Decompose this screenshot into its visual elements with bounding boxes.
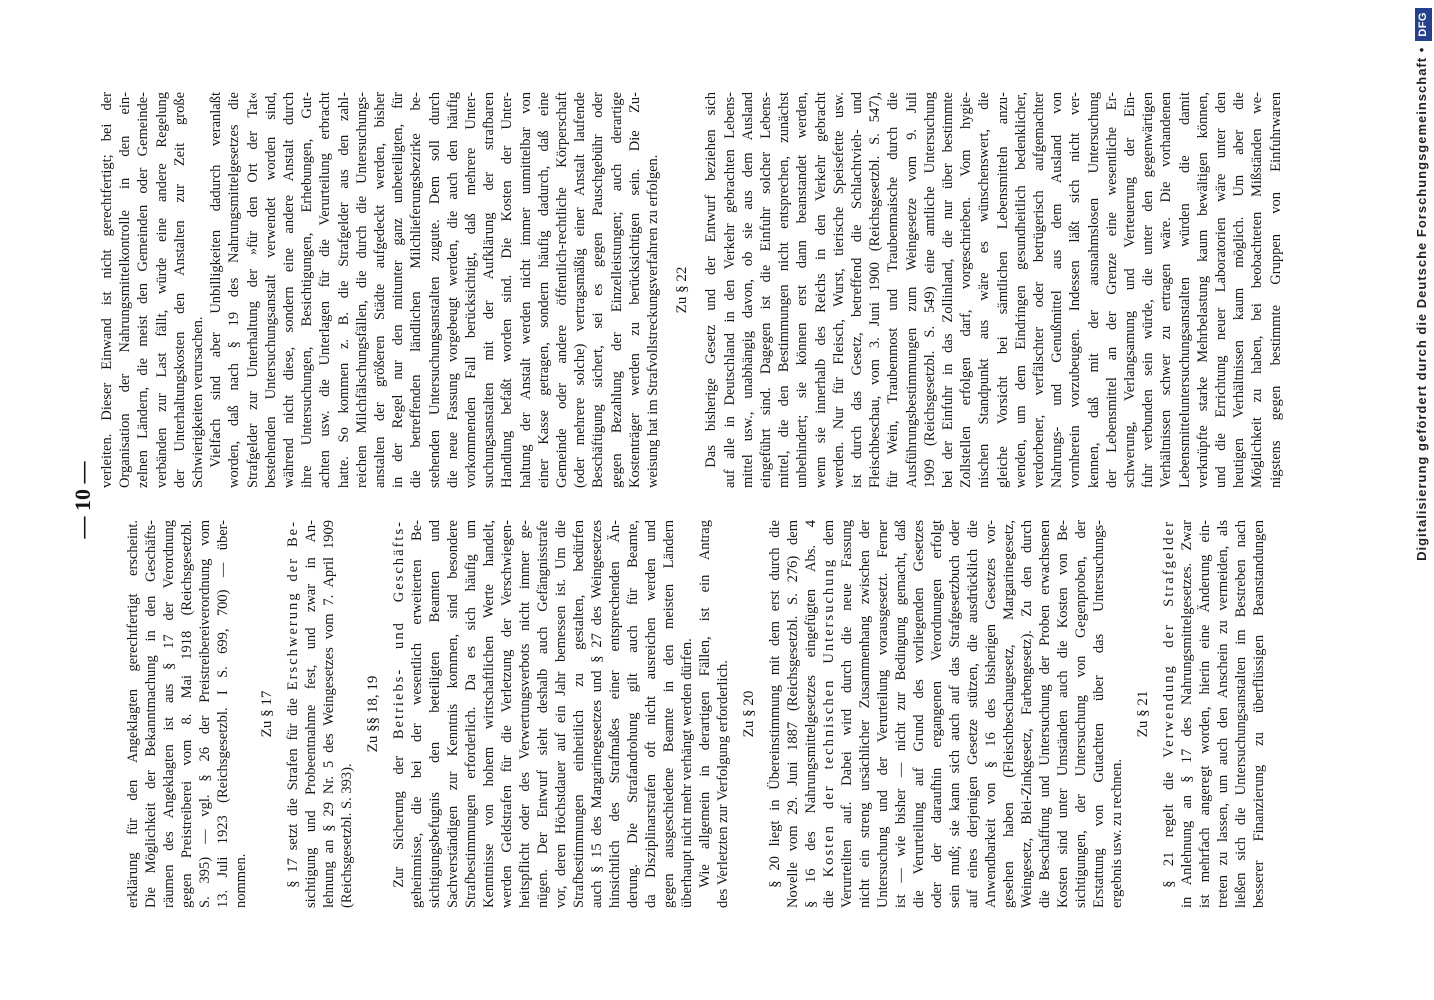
- text-line: Novelle vom 29. Juni 1887 (Reichsgesetzbl. S. 276) dem: [785, 520, 801, 908]
- text-line: da Disziplinarstrafen oft nicht ausreichen werden und: [643, 520, 659, 908]
- text-line: hatte. So kommen z. B. die Strafgelder aus den zahl-: [335, 92, 352, 488]
- text-line: Gemeinde oder andere öffentlich-rechtliche Körperschaft: [554, 92, 571, 488]
- text-line: Ausführungsbestimmungen zum Weingesetze vom 9. Juli: [903, 92, 920, 488]
- text-line: verknüpfte starke Mehrbelastung kaum bewältigen können,: [1194, 92, 1211, 488]
- text-line: nigstens gegen bestimmte Gruppen von Einfuhrwaren: [1267, 92, 1284, 488]
- text-line: vor, deren Höchstdauer auf ein Jahr bemessen ist. Um die: [553, 520, 569, 908]
- text-line: besserer Finanzierung zu überflüssigen Beanstandungen: [1251, 520, 1267, 908]
- text-line: ist durch das Gesetz, betreffend die Schlachtvieh- und: [848, 92, 865, 488]
- text-line: Die Möglichkeit der Bekanntmachung in den Geschäfts-: [143, 520, 159, 908]
- text-line: weisung hat im Strafvollstreckungsverfahren zu erfolgen.: [645, 154, 662, 488]
- text-line: zelnen Ländern, die meist den Gemeinden oder Gemeinde-: [135, 92, 152, 488]
- text-line: 13. Juli 1923 (Reichsgesetzbl. I S. 699, 700) — über-: [215, 520, 231, 908]
- text-run: Zur Sicherung der: [391, 739, 407, 888]
- text-line: der Unterhaltungskosten den Anstalten zur Zeit große: [171, 92, 188, 488]
- dfg-logo: DFG: [1415, 8, 1432, 41]
- text-line: stehenden Untersuchungsanstalten zugute. Dem soll durch: [426, 92, 443, 488]
- text-line: geheimnisse, die bei der wesentlich erweiterten Be-: [409, 520, 425, 908]
- text-line: derung. Die Strafandrohung gilt auch für Beamte,: [625, 520, 641, 908]
- section-heading: Zu § 17: [259, 690, 275, 738]
- text-line: werden. Nur für Fleisch, Wurst, tierische Speisefette usw.: [830, 92, 847, 488]
- text-line: Verurteilten auf. Dabei wird durch die neue Fassung: [839, 520, 855, 908]
- emphasized-text: Kosten der technischen Untersuchung: [821, 557, 837, 878]
- text-line: ist mehrfach angeregt worden, hierin eine Änderung ein-: [1197, 520, 1213, 908]
- text-line: Strafbestimmungen erforderlich. Da es sich häufig um: [463, 520, 479, 908]
- text-line: sein muß; sie kann sich auch auf das Strafgesetzbuch oder: [947, 520, 963, 908]
- page-number: — 10 —: [70, 461, 95, 539]
- text-line: werden Geldstrafen für die Verletzung der Verschwiegen-: [499, 520, 515, 908]
- text-line: sichtigungsbefugnis den beteiligten Beamten und: [427, 520, 443, 908]
- text-line: heutigen Verhältnissen kaum möglich. Um aber die: [1231, 92, 1248, 488]
- text-run: dem: [821, 519, 837, 558]
- text-line: Fleischbeschau, vom 3. Juni 1900 (Reichsgesetzbl. S. 547),: [867, 92, 884, 488]
- text-line: und die Errichtung neuer Laboratorien wäre unter den: [1212, 92, 1229, 488]
- section-heading: Zu § 21: [1135, 690, 1151, 738]
- text-line: oder der daraufhin ergangenen Verordnungen erfolgt: [929, 520, 945, 908]
- text-line: für Wein, Traubenmost und Traubenmaische durch die: [885, 92, 902, 488]
- text-line: Strafbestimmungen einheitlich zu gestalten, bedürfen: [571, 520, 587, 908]
- text-line: Handlung befaßt worden sind. Die Kosten der Unter-: [499, 92, 516, 488]
- text-line: heitspflicht oder des Verwertungsverbots nicht immer ge-: [517, 520, 533, 908]
- text-line: räumen des Angeklagten ist aus § 17 der Verordnung: [161, 520, 177, 908]
- digitization-note: [1413, 8, 1432, 710]
- text-line: der Lebensmittel an der Grenze eine wesentliche Er-: [1103, 92, 1120, 488]
- paragraph: [696, 520, 732, 908]
- text-line: Nahrungs- und Genußmittel aus dem Ausland von: [1049, 92, 1066, 488]
- text-line: Möglichkeit zu haben, bei beobachteten Mißständen we-: [1249, 92, 1266, 488]
- text-line: Vielfach sind aber Unbilligkeiten dadurch veranlaßt: [208, 92, 225, 468]
- text-line: erklärung für den Angeklagten gerechtfertigt erscheint.: [125, 520, 141, 908]
- text-line: schwerung, Verlangsamung und Verteuerung der Ein-: [1121, 92, 1138, 488]
- text-line: mittel usw., unabhängig davon, ob sie aus dem Ausland: [739, 92, 756, 488]
- text-line: achten usw. die Unterlagen für die Verurteilung erbracht: [317, 92, 334, 488]
- text-line: ist — wie bisher — nicht zur Bedingung gemacht, daß: [893, 520, 909, 908]
- text-line: reichen Milchfälschungsfällen, die durch die Untersuchungs-: [353, 92, 370, 488]
- text-line: bestehenden Untersuchungsanstalt verwendet worden sind,: [262, 92, 279, 488]
- text-line: während nicht diese, sondern eine andere Anstalt durch: [281, 92, 298, 488]
- text-line: Kostenträger werden zu berücksichtigen sein. Die Zu-: [626, 92, 643, 488]
- text-line: Verhältnissen schwer zu ertragen wäre. Die vorhandenen: [1158, 92, 1175, 488]
- text-line: Kenntnisse von hohem wirtschaftlichen Werte handelt,: [481, 520, 497, 908]
- paragraph: [98, 92, 207, 488]
- text-line: lehnung an § 29 Nr. 5 des Weingesetzes vom 7. April 1909: [321, 520, 337, 908]
- text-line: [1160, 520, 1178, 908]
- text-line: Untersuchung und der Verurteilung vorausgesetzt. Ferner: [875, 520, 891, 908]
- text-line: wenden, um dem Eindringen gesundheitlich bedenklicher,: [1012, 92, 1029, 488]
- text-line: in der Regel nur den mitunter ganz unbeteiligten, für: [390, 92, 407, 488]
- text-line: ihre Untersuchungen, Besichtigungen, Erhebungen, Gut-: [299, 92, 316, 488]
- text-line: des Verletzten zur Verfolgung erforderlich.: [715, 660, 731, 908]
- text-line: sichtigungen, der Untersuchung von Gegenproben, der: [1073, 520, 1089, 908]
- section-heading: Zu § 22: [674, 266, 691, 314]
- paragraph: [124, 520, 250, 908]
- text-line: sichtigung und Probeentnahme fest, und zwar in An-: [303, 520, 319, 908]
- text-line: Anwendbarkeit von § 16 des bisherigen Gesetzes vor-: [983, 520, 999, 908]
- text-line: verdorbener, verfälschter oder betrügerisch aufgemachter: [1030, 92, 1047, 488]
- text-line: S. 395) — vgl. § 26 der Preistreibereiverordnung vom: [197, 520, 213, 908]
- text-line: Erstattung von Gutachten über das Untersuchungs-: [1091, 520, 1107, 908]
- right-column: [98, 92, 1285, 488]
- text-line: Schwierigkeiten verursachen.: [190, 316, 207, 488]
- emphasized-text: Verwendung der Strafgelder: [1161, 520, 1177, 758]
- paragraph: [207, 92, 662, 488]
- text-run: § 17 setzt die Strafen für die: [285, 690, 301, 888]
- text-line: Beschäftigung sichert, sei es gegen Pauschgebühr oder: [590, 92, 607, 488]
- text-line: eingeführt sind. Dagegen ist die Einfuhr solcher Lebens-: [757, 92, 774, 488]
- paragraph: [702, 92, 1285, 488]
- text-line: überhaupt nicht mehr verhängt werden dürfen.: [679, 638, 695, 908]
- text-line: gleiche Vorsicht bei sämtlichen Lebensmitteln anzu-: [994, 92, 1011, 488]
- emphasized-text: Erschwerung der Be-: [285, 520, 301, 691]
- text-line: Zollstellen erfolgen darf, vorgeschrieben. Vom hygie-: [958, 92, 975, 488]
- text-line: [820, 520, 838, 908]
- text-line: verleiten. Dieser Einwand ist nicht gerechtfertigt; bei der: [99, 92, 115, 488]
- paragraph: [390, 520, 696, 908]
- text-line: bei der Einfuhr in das Zollinland, die nur über bestimmte: [939, 92, 956, 488]
- text-line: Organisation der Nahrungsmittelkontrolle in den ein-: [117, 92, 134, 488]
- text-line: ließen sich die Untersuchungsanstalten im Bestreben nach: [1233, 520, 1249, 908]
- text-run: die: [821, 877, 837, 908]
- text-line: die Verurteilung auf Grund des vorliegenden Gesetzes: [911, 520, 927, 908]
- text-line: auf alle in Deutschland in den Verkehr gebrachten Lebens-: [721, 92, 738, 488]
- text-line: 1909 (Reichsgesetzbl. S. 549) eine amtliche Untersuchung: [921, 92, 938, 488]
- section-heading: Zu §§ 18, 19: [365, 675, 381, 753]
- text-line: Weingesetz, Blei-Zinkgesetz, Farbengesetz). Zu den durch: [1019, 520, 1035, 908]
- text-line: nischen Standpunkt aus wäre es wünschenswert, die: [976, 92, 993, 488]
- text-line: Lebensmitteluntersuchungsanstalten würden die damit: [1176, 92, 1193, 488]
- text-line: suchungsanstalten mit der Aufklärung der strafbaren: [481, 92, 498, 488]
- text-line: anstalten der größeren Städte aufgedeckt werden, bisher: [372, 92, 389, 488]
- text-line: vornherein vorzubeugen. Indessen läßt sich nicht ver-: [1067, 92, 1084, 488]
- text-line: gegen Preistreiberei vom 8. Mai 1918 (Reichsgesetzbl.: [179, 520, 195, 908]
- text-line: § 16 des Nahrungsmittelgesetzes eingefügten Abs. 4: [803, 520, 819, 908]
- text-line: (Reichsgesetzbl. S. 393).: [339, 763, 355, 908]
- text-line: treten zu lassen, um auch den Anschein zu vermeiden, als: [1215, 520, 1231, 908]
- text-line: nommen.: [233, 853, 249, 908]
- text-line: fuhr verbunden sein würde, die unter den gegenwärtigen: [1140, 92, 1157, 488]
- text-line: auch § 15 des Margarinegesetzes und § 27 des Weingesetzes: [589, 520, 605, 908]
- digitization-note-text: Digitalisierung gefördert durch die Deutsche Forschungsgemeinschaft •: [1414, 46, 1429, 561]
- text-line: Das bisherige Gesetz und der Entwurf beziehen sich: [703, 92, 720, 468]
- text-line: wenn sie innerhalb des Reichs in den Verkehr gebracht: [812, 92, 829, 488]
- text-line: in Anlehnung an § 17 des Nahrungsmittelgesetzes. Zwar: [1179, 520, 1195, 908]
- text-line: [390, 520, 408, 908]
- text-line: nicht ein streng ursächlicher Zusammenhang zwischen der: [857, 520, 873, 908]
- left-column: [124, 520, 1268, 908]
- text-line: auf eines derjenigen Gesetze stützen, die ausdrücklich die: [965, 520, 981, 908]
- text-line: die Beschaffung und Untersuchung der Proben erwachsenen: [1037, 520, 1053, 908]
- text-line: Sachverständigen zur Kenntnis kommen, sind besondere: [445, 520, 461, 908]
- text-line: Wie allgemein in derartigen Fällen, ist ein Antrag: [697, 520, 713, 888]
- text-line: die neue Fassung vorgebeugt werden, die auch den häufig: [444, 92, 461, 488]
- text-line: Kosten sind unter Umständen auch die Kosten von Be-: [1055, 520, 1071, 908]
- text-line: vorkommenden Fall berücksichtigt, daß mehrere Unter-: [463, 92, 480, 488]
- paragraph: [766, 520, 1126, 908]
- text-line: kennen, daß mit der ausnahmslosen Untersuchung: [1085, 92, 1102, 488]
- text-line: einer Kasse getragen, sondern häufig dadurch, daß eine: [535, 92, 552, 488]
- text-line: mittel, die den Bestimmungen nicht entsprechen, zunächst: [776, 92, 793, 488]
- text-line: ergebnis usw. zu rechnen.: [1109, 759, 1125, 908]
- text-line: haltung der Anstalt werden nicht immer unmittelbar von: [517, 92, 534, 488]
- text-line: verbänden zur Last fällt, würde eine andere Regelung: [153, 92, 170, 488]
- text-line: (oder mehrere solche) vertragsmäßig einer Anstalt laufende: [572, 92, 589, 488]
- paragraph: [284, 520, 356, 908]
- paragraph: [1160, 520, 1268, 908]
- text-line: [284, 520, 302, 908]
- text-line: nügen. Der Entwurf sieht deshalb auch Gefängnisstrafe: [535, 520, 551, 908]
- text-line: gegen Bezahlung der Einzelleistungen; auch derartige: [608, 92, 625, 488]
- emphasized-text: Betriebs- und Geschäfts-: [391, 520, 407, 740]
- text-line: § 20 liegt in Übereinstimmung mit dem erst durch die: [767, 520, 783, 888]
- text-line: gegen ausgeschiedene Beamte in den meisten Ländern: [661, 520, 677, 908]
- text-run: § 21 regelt die: [1161, 757, 1177, 888]
- text-line: hinsichtlich des Strafmaßes einer entsprechenden Än-: [607, 520, 623, 908]
- text-line: die betreffenden ländlichen Milchlieferungsbezirke be-: [408, 92, 425, 488]
- text-line: worden, daß nach § 19 des Nahrungsmittelgesetzes die: [226, 92, 243, 488]
- text-line: unbehindert; sie können erst dann beanstandet werden,: [794, 92, 811, 488]
- section-heading: Zu § 20: [741, 690, 757, 738]
- text-line: Strafgelder zur Unterhaltung der »für den Ort der Tat«: [244, 92, 261, 488]
- text-line: gesehen haben (Fleischbeschaugesetz, Margarinegesetz,: [1001, 520, 1017, 908]
